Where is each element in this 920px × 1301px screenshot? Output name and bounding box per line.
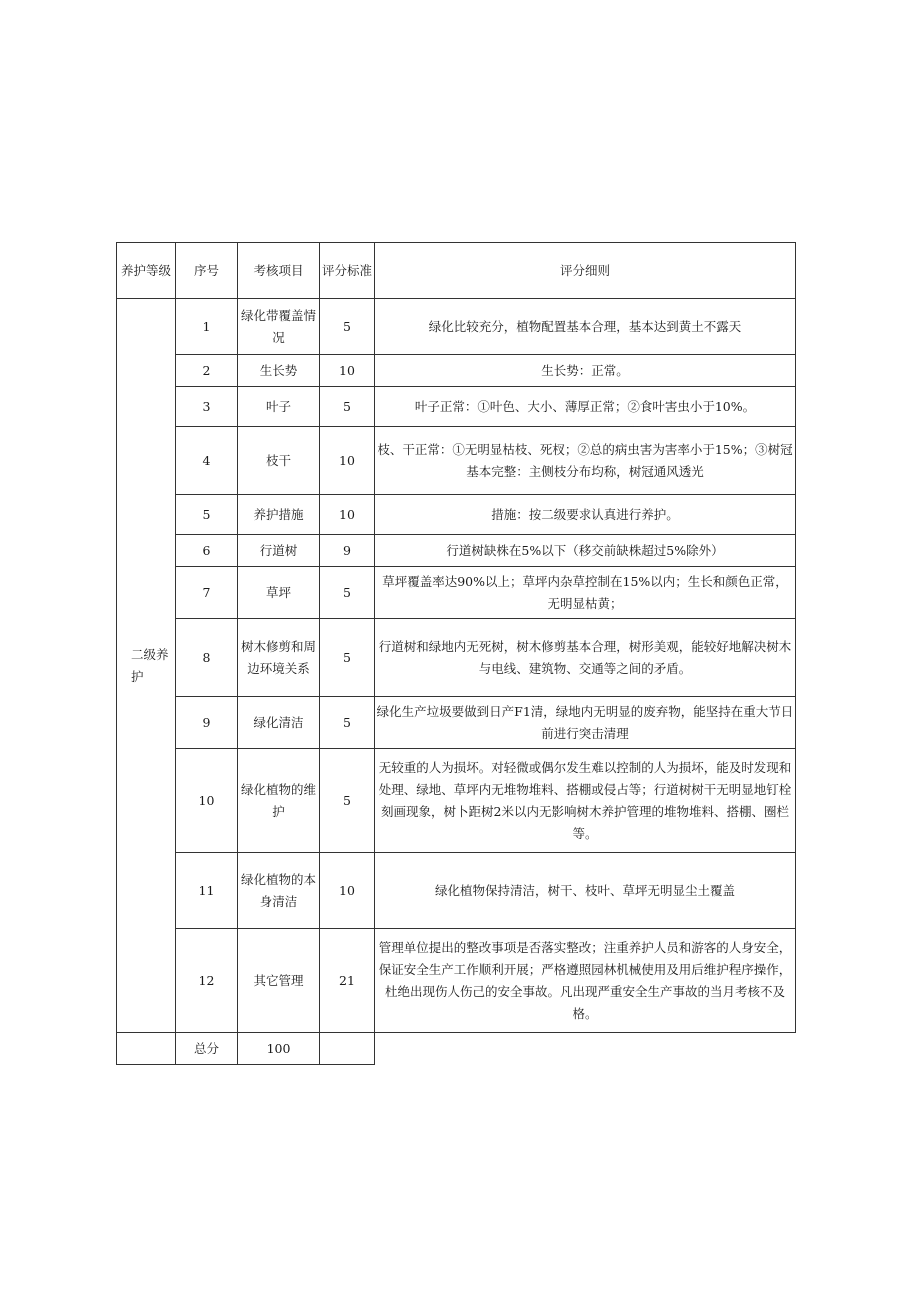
row-no: 2 xyxy=(176,355,238,387)
row-item: 树木修剪和周边环境关系 xyxy=(238,619,320,697)
total-detail xyxy=(320,1033,375,1065)
header-standard: 评分标准 xyxy=(320,243,375,299)
total-label: 总分 xyxy=(176,1033,238,1065)
row-item: 行道树 xyxy=(238,535,320,567)
row-no: 1 xyxy=(176,299,238,355)
row-no: 5 xyxy=(176,495,238,535)
row-standard: 5 xyxy=(320,697,375,749)
row-standard: 10 xyxy=(320,427,375,495)
table-row xyxy=(117,299,796,355)
row-detail: 行道树和绿地内无死树，树木修剪基本合理，树形美观，能较好地解决树木与电线、建筑物、交通等之间的矛盾。 xyxy=(375,619,796,697)
row-item: 绿化植物的维护 xyxy=(238,749,320,853)
header-row xyxy=(117,243,796,299)
row-no: 10 xyxy=(176,749,238,853)
row-standard: 5 xyxy=(320,749,375,853)
table-row xyxy=(117,929,796,1033)
row-item: 绿化带覆盖情况 xyxy=(238,299,320,355)
row-item: 绿化清洁 xyxy=(238,697,320,749)
row-detail: 枝、干正常：①无明显枯枝、死杈；②总的病虫害为害率小于15%；③树冠基本完整：主侧枝分布均称，树冠通风透光 xyxy=(375,427,796,495)
table-row xyxy=(117,355,796,387)
row-detail: 绿化植物保持清洁，树干、枝叶、草坪无明显尘土覆盖 xyxy=(375,853,796,929)
total-no xyxy=(117,1033,176,1065)
row-item: 养护措施 xyxy=(238,495,320,535)
row-no: 6 xyxy=(176,535,238,567)
table-row xyxy=(117,427,796,495)
row-detail: 绿化比较充分，植物配置基本合理，基本达到黄土不露天 xyxy=(375,299,796,355)
header-item: 考核项目 xyxy=(238,243,320,299)
row-item: 草坪 xyxy=(238,567,320,619)
row-no: 12 xyxy=(176,929,238,1033)
row-standard: 10 xyxy=(320,853,375,929)
row-standard: 5 xyxy=(320,299,375,355)
row-standard: 9 xyxy=(320,535,375,567)
row-standard: 10 xyxy=(320,495,375,535)
table-row xyxy=(117,749,796,853)
table-row xyxy=(117,619,796,697)
row-item: 叶子 xyxy=(238,387,320,427)
row-no: 11 xyxy=(176,853,238,929)
row-item: 绿化植物的本身清洁 xyxy=(238,853,320,929)
table-row xyxy=(117,697,796,749)
total-standard: 100 xyxy=(238,1033,320,1065)
header-level: 养护等级 xyxy=(117,243,176,299)
row-no: 9 xyxy=(176,697,238,749)
row-no: 7 xyxy=(176,567,238,619)
header-detail: 评分细则 xyxy=(375,243,796,299)
row-standard: 5 xyxy=(320,387,375,427)
row-item: 枝干 xyxy=(238,427,320,495)
table-row xyxy=(117,535,796,567)
row-item: 生长势 xyxy=(238,355,320,387)
table-row xyxy=(117,567,796,619)
assessment-table xyxy=(116,242,796,1065)
row-detail: 措施：按二级要求认真进行养护。 xyxy=(375,495,796,535)
total-row xyxy=(117,1033,796,1065)
row-standard: 10 xyxy=(320,355,375,387)
row-detail: 生长势：正常。 xyxy=(375,355,796,387)
row-no: 3 xyxy=(176,387,238,427)
row-detail: 草坪覆盖率达90%以上；草坪内杂草控制在15%以内；生长和颜色正常，无明显枯黄； xyxy=(375,567,796,619)
table-row xyxy=(117,387,796,427)
row-standard: 21 xyxy=(320,929,375,1033)
table-row xyxy=(117,853,796,929)
row-detail: 叶子正常：①叶色、大小、薄厚正常；②食叶害虫小于10%。 xyxy=(375,387,796,427)
row-detail: 行道树缺株在5%以下（移交前缺株超过5%除外） xyxy=(375,535,796,567)
row-standard: 5 xyxy=(320,619,375,697)
header-no: 序号 xyxy=(176,243,238,299)
row-detail: 管理单位提出的整改事项是否落实整改；注重养护人员和游客的人身安全，保证安全生产工作顺利开展；严格遵照园林机械使用及用后维护程序操作，杜绝出现伤人伤己的安全事故。凡出现严重安全生产事故的当月考核不及格。 xyxy=(375,929,796,1033)
row-no: 4 xyxy=(176,427,238,495)
level-cell: 二级养护 xyxy=(117,299,176,1033)
row-detail: 无较重的人为损坏。对轻微或偶尔发生难以控制的人为损坏，能及时发现和处理、绿地、草坪内无堆物堆料、搭棚或侵占等；行道树树干无明显地钉栓刻画现象，树卜距树2米以内无影响树木养护管理的堆物堆料、搭棚、圈栏等。 xyxy=(375,749,796,853)
row-item: 其它管理 xyxy=(238,929,320,1033)
row-no: 8 xyxy=(176,619,238,697)
row-detail: 绿化生产垃圾要做到日产F1清，绿地内无明显的废弃物，能坚持在重大节日前进行突击清理 xyxy=(375,697,796,749)
table-row xyxy=(117,495,796,535)
row-standard: 5 xyxy=(320,567,375,619)
